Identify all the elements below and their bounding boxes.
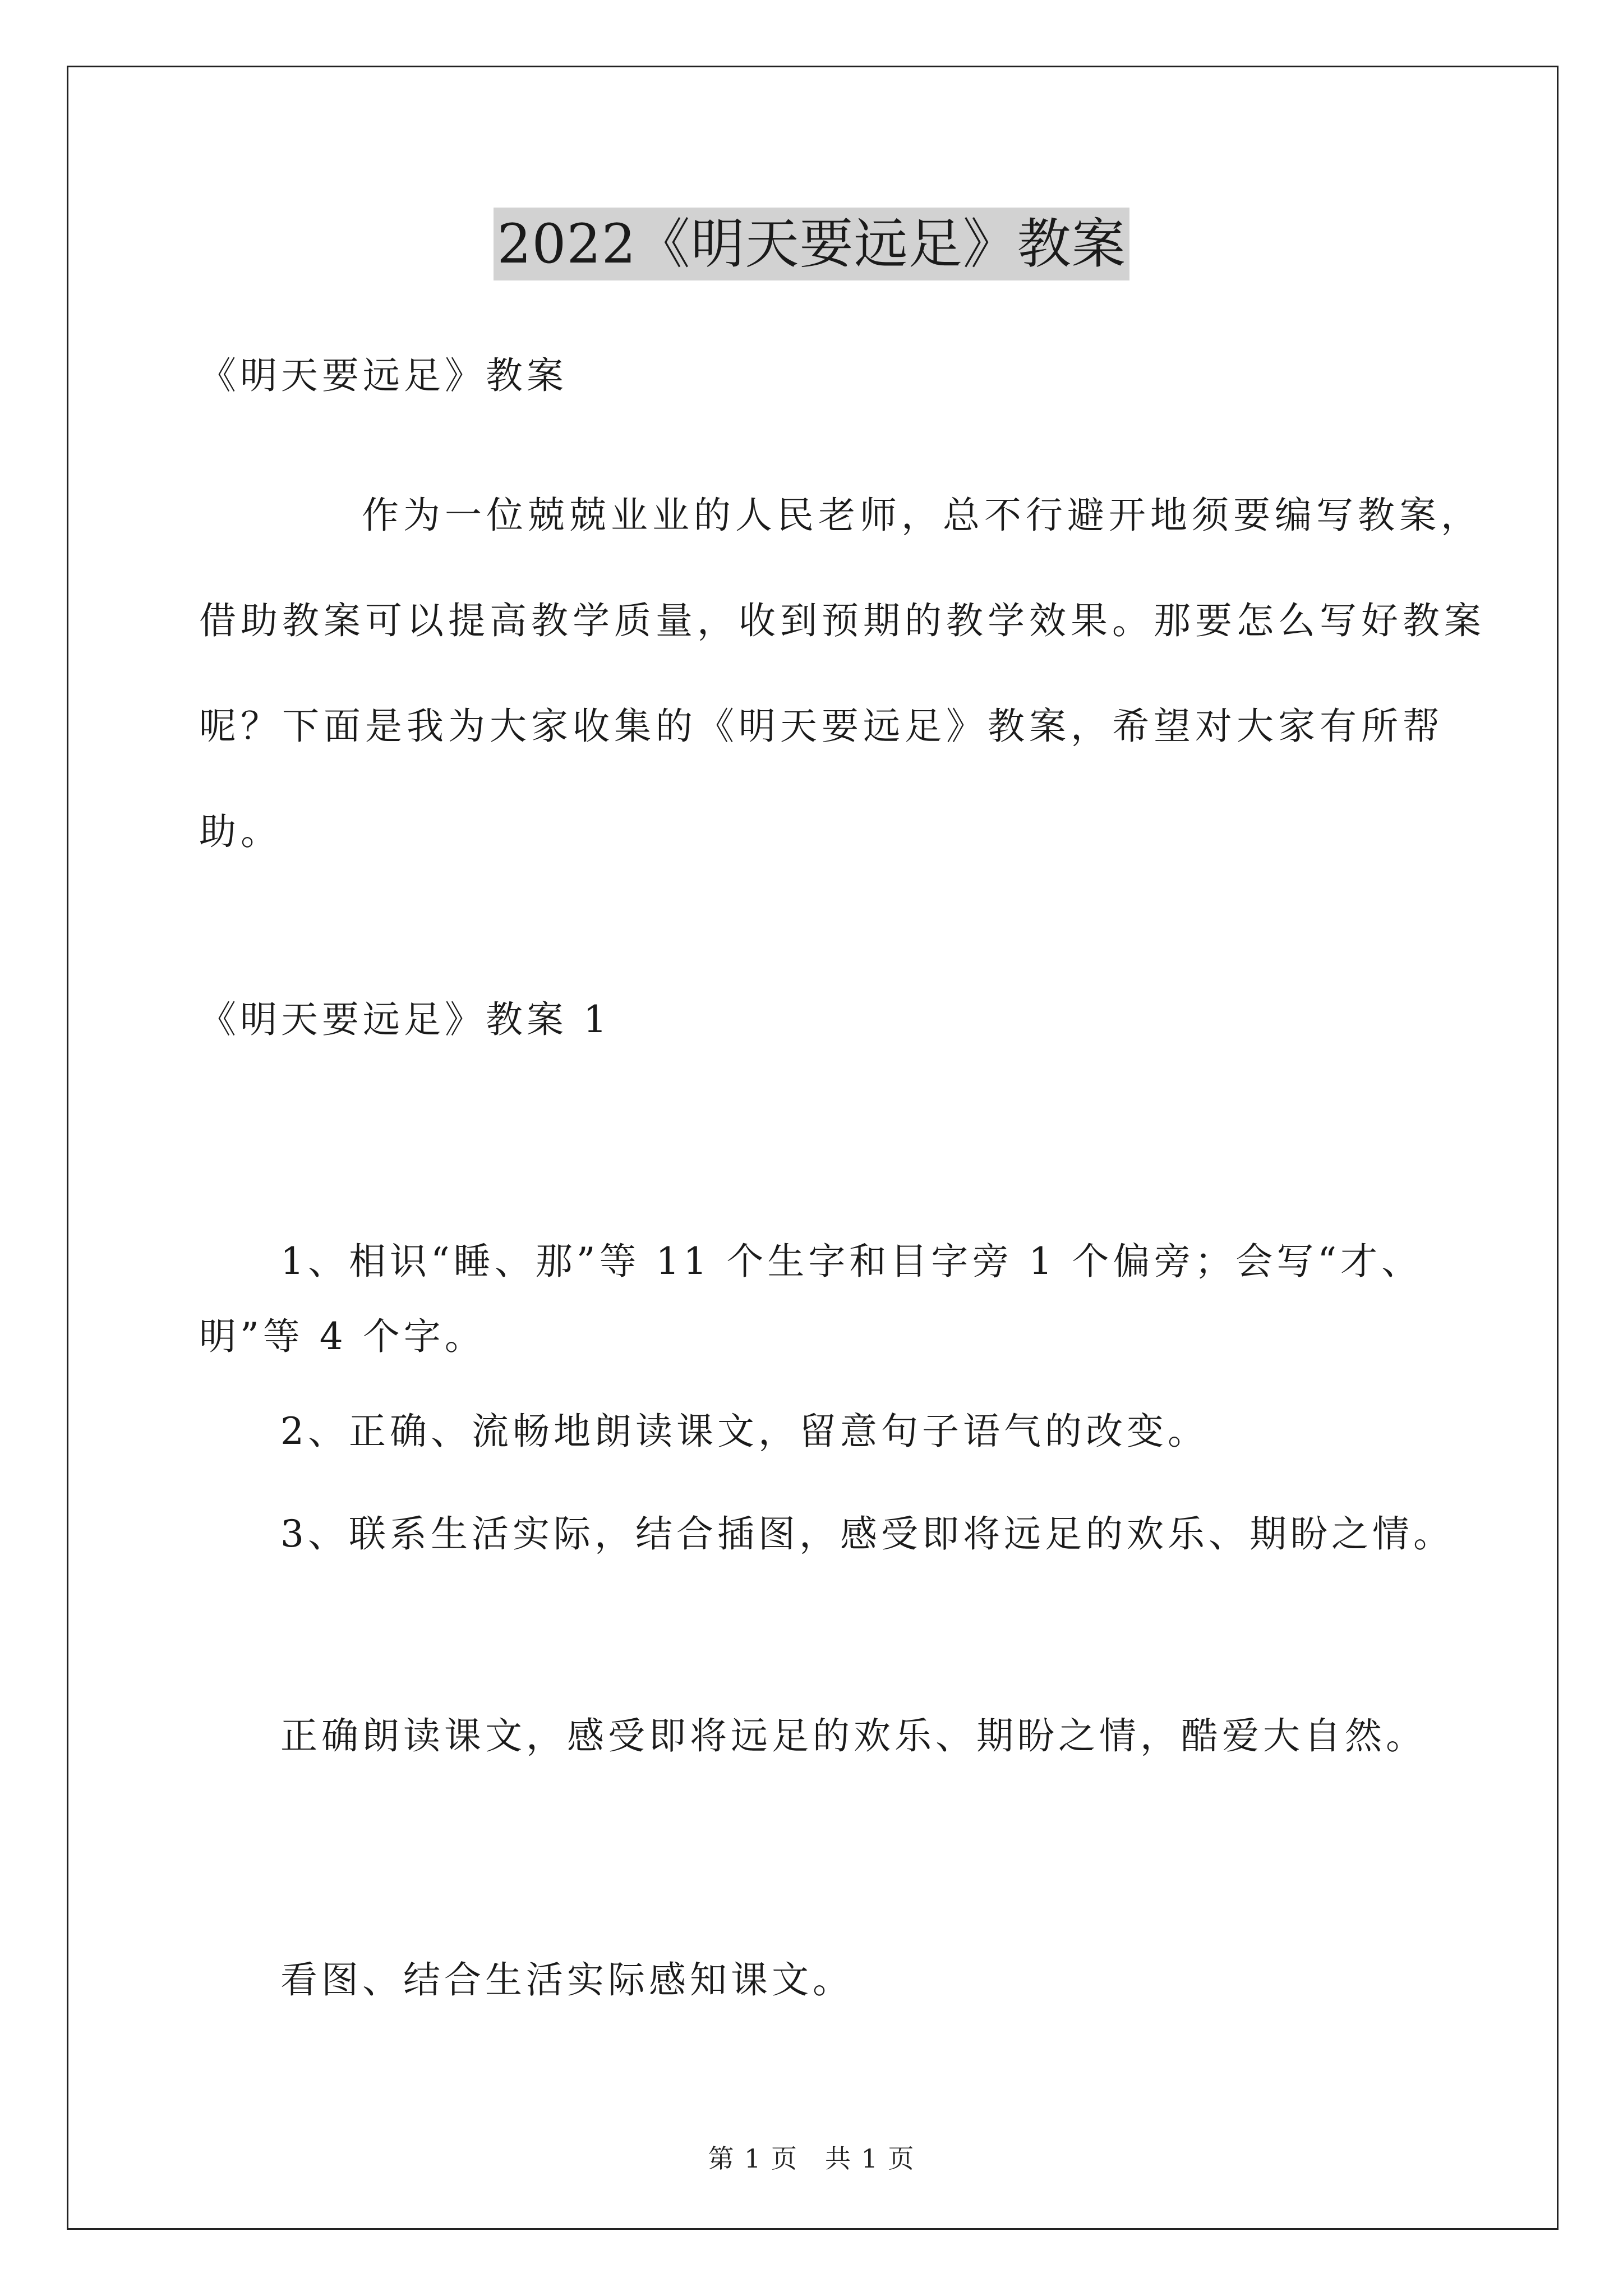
key-point: 正确朗读课文，感受即将远足的欢乐、期盼之情，酷爱大自然。 bbox=[280, 1714, 1427, 1757]
document-title: 2022《明天要远足》教案 bbox=[494, 208, 1129, 280]
section-heading: 《明天要远足》教案 1 bbox=[199, 998, 611, 1041]
difficulty-point: 看图、结合生活实际感知课文。 bbox=[280, 1958, 854, 2001]
page-footer: 第 1 页 共 1 页 bbox=[708, 2143, 915, 2174]
document-subtitle: 《明天要远足》教案 bbox=[199, 354, 568, 397]
title-container bbox=[0, 208, 1623, 280]
objective-3: 3、联系生活实际，结合插图，感受即将远足的欢乐、期盼之情。 bbox=[280, 1512, 1454, 1556]
objective-2: 2、正确、流畅地朗读课文，留意句子语气的改变。 bbox=[280, 1410, 1209, 1453]
objective-1-continued: 明”等 4 个字。 bbox=[199, 1315, 486, 1358]
intro-paragraph: 作为一位兢兢业业的人民老师，总不行避开地须要编写教案，借助教案可以提高教学质量，收到预期的教学效果。那要怎么写好教案呢？下面是我为大家收集的《明天要远足》教案，希望对大家有所帮助。 bbox=[199, 494, 1486, 853]
objective-1: 1、相识“睡、那”等 11 个生字和目字旁 1 个偏旁；会写“才、 bbox=[280, 1240, 1423, 1283]
